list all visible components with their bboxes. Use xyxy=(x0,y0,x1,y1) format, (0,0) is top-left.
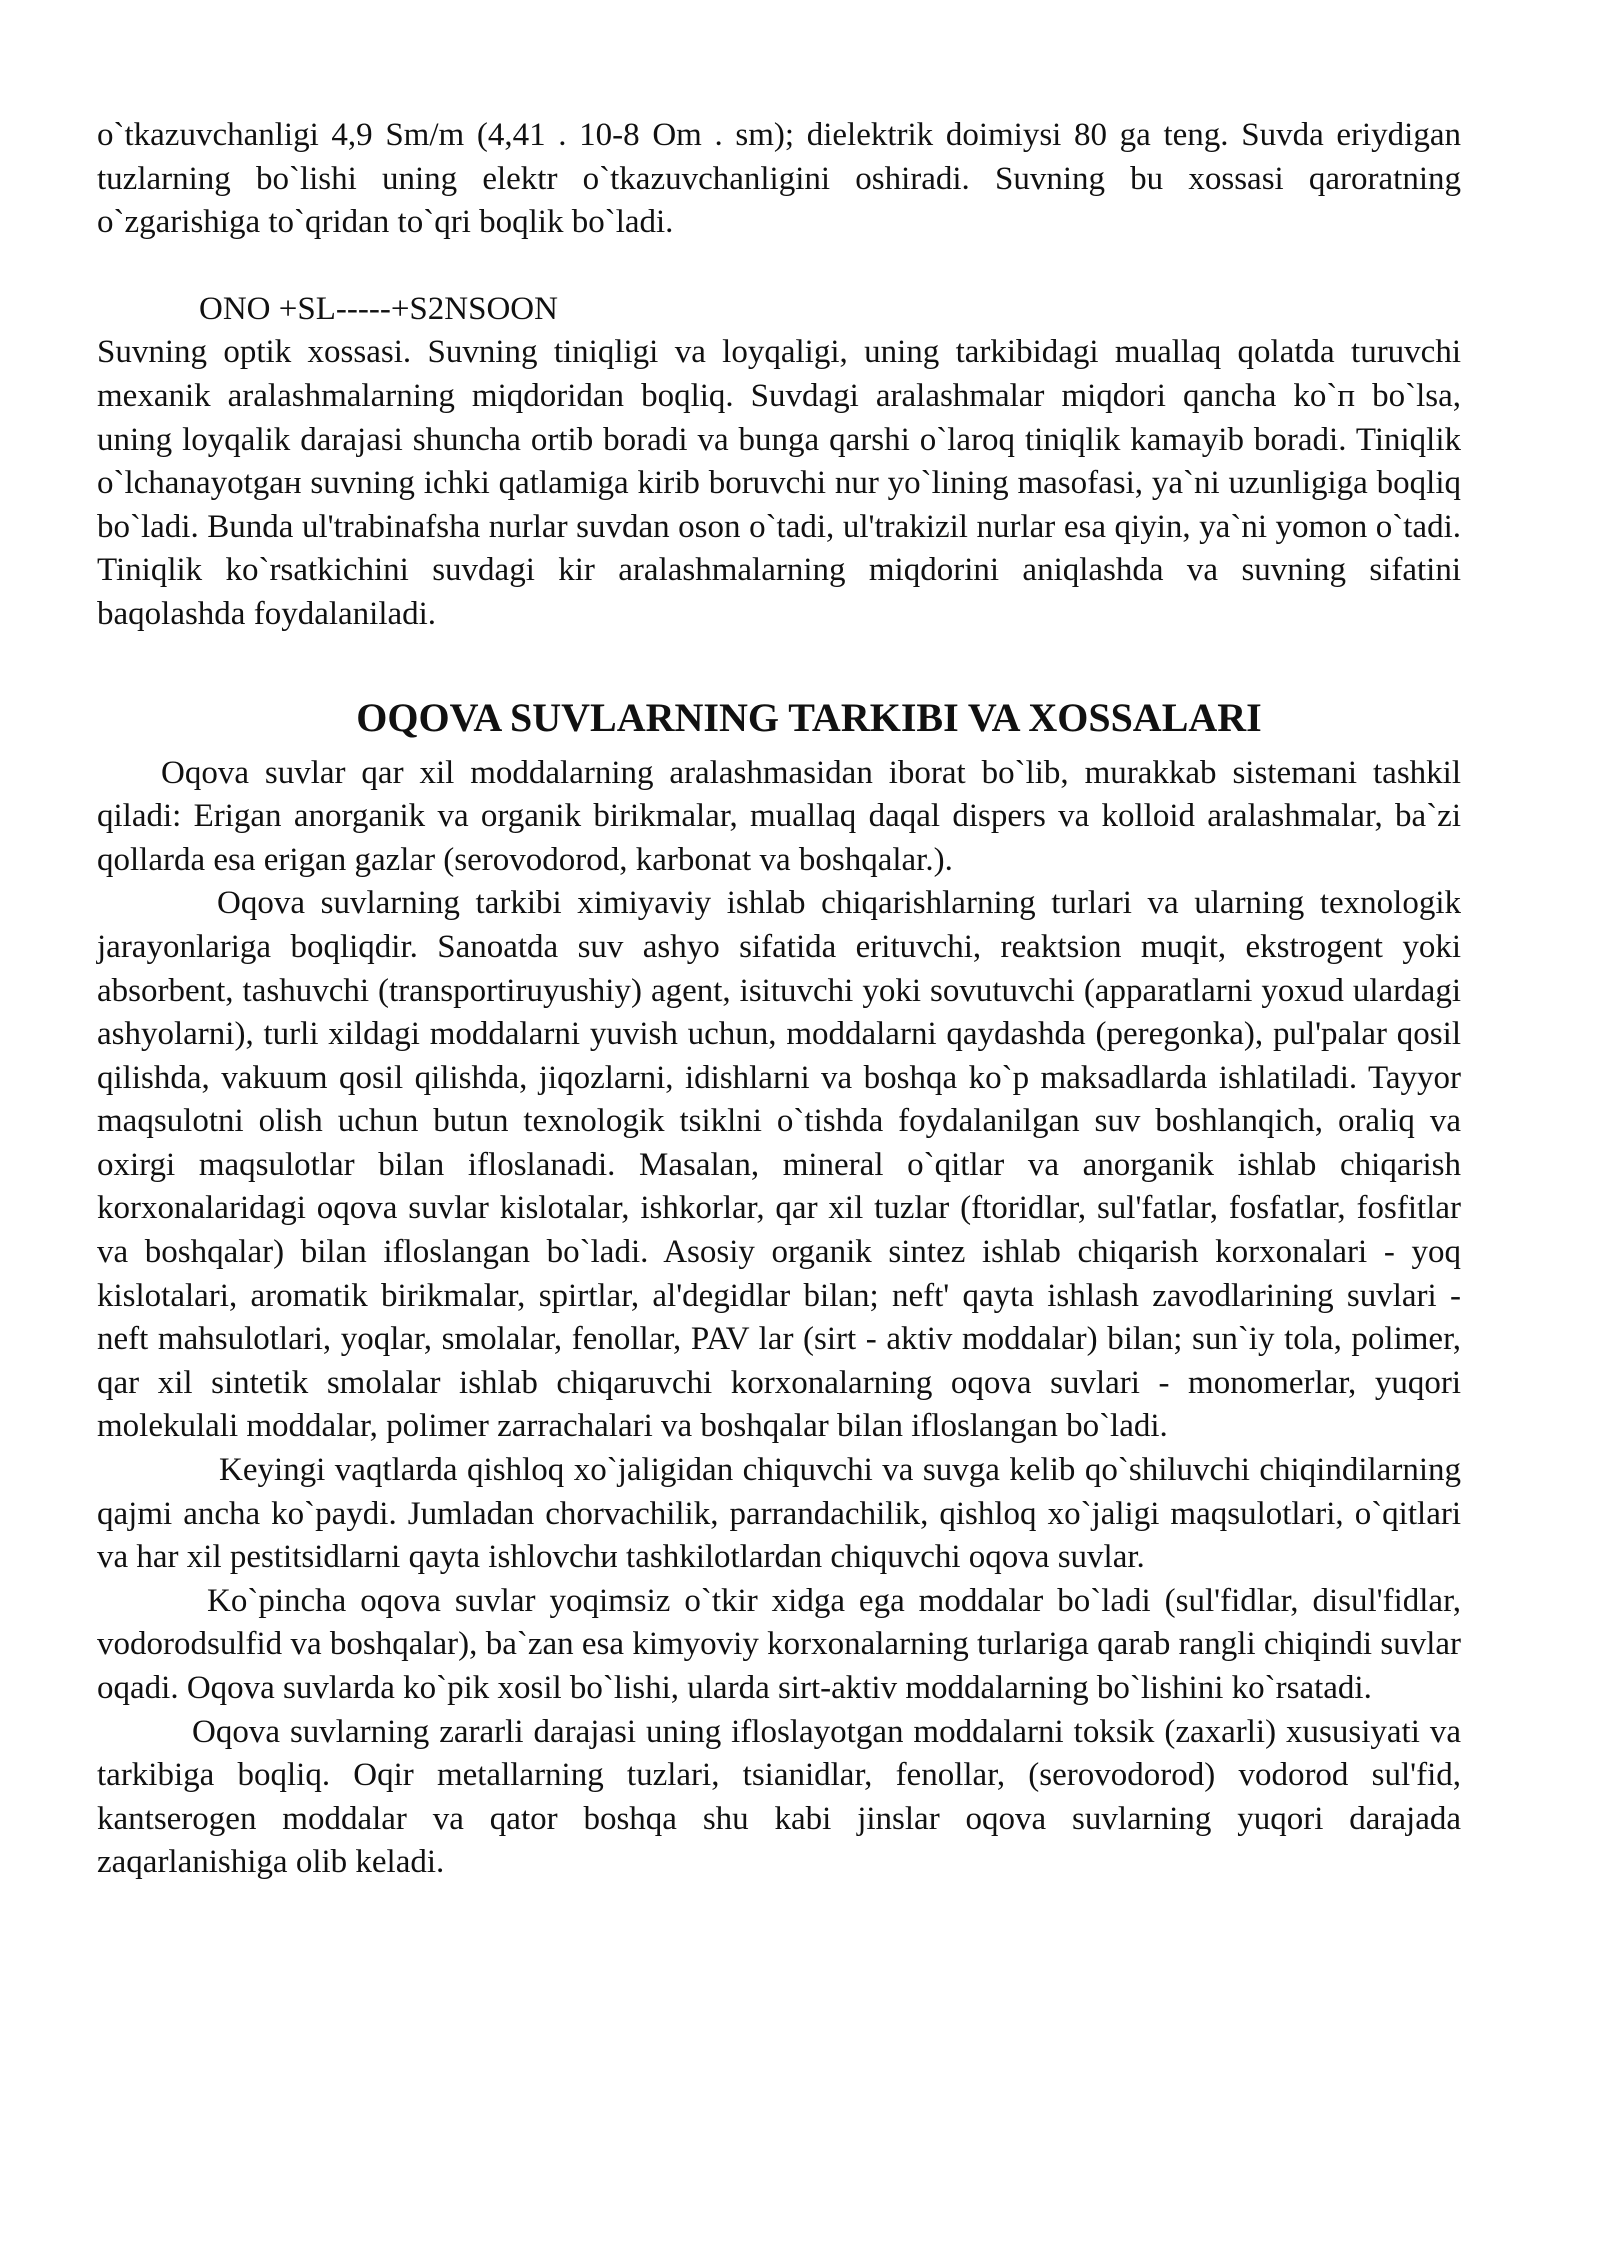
section-heading: OQOVA SUVLARNING TARKIBI VA XOSSALARI xyxy=(356,694,1262,740)
paragraph-conductivity: o`tkazuvchanligi 4,9 Sm/m (4,41 . 10-8 Om . sm); dielektrik doimiysi 80 ga teng. Suvda eriydigan tuzlarning bo`lishi uning elektr o`tkazuvchanligini oshiradi. Suvning bu xossasi qaroratning o`zgarishiga to`qridan to`qri boqlik bo`ladi. xyxy=(97,117,1461,241)
paragraph-agricultural-sources: Keyingi vaqtlarda qishloq xo`jaligidan chiquvchi va suvga kelib qo`shiluvchi chiqindilarning qajmi ancha ko`paydi. Jumladan chorvachilik, parrandachilik, qishloq xo`jaligi maqsulotlari, o`qitlari va har xil pestitsidlarni qayta ishlovchи tashkilotlardan chiquvchi oqova suvlar. xyxy=(97,1452,1461,1576)
paragraph-gap xyxy=(97,637,1461,680)
paragraph-gap xyxy=(97,245,1461,288)
document-page xyxy=(97,114,1461,1885)
paragraph-toxicity: Oqova suvlarning zararli darajasi uning ifloslayotgan moddalarni toksik (zaxarli) xususiyati va tarkibiga boqliq. Oqir metallarning tuzlari, tsianidlar, fenollar, (serovodorod) vodorod sul'fid, kantserogen moddalar va qator boshqa shu kabi jinslar oqova suvlarning yuqori darajada zaqarlanishiga olib keladi. xyxy=(97,1713,1461,1881)
chemical-formula: ONO +SL-----+S2NSOON xyxy=(199,290,558,327)
paragraph-composition-intro: Oqova suvlar qar xil moddalarning aralashmasidan iborat bo`lib, murakkab sistemani tashkil qiladi: Erigan anorganik va organik birikmalar, muallaq daqal dispers va kolloid aralashmalar, ba`zi qollarda esa erigan gazlar (serovodorod, karbonat va boshqalar.). xyxy=(97,754,1461,878)
paragraph-odor-and-color: Ko`pincha oqova suvlar yoqimsiz o`tkir xidga ega moddalar bo`ladi (sul'fidlar, disul'fidlar, vodorodsulfid va boshqalar), ba`zan esa kimyoviy korxonalarning turlariga qarab rangli chiqindi suvlar oqadi. Oqova suvlarda ko`pik xosil bo`lishi, ularda sirt-aktiv moddalarning bo`lishini ko`rsatadi. xyxy=(97,1582,1461,1706)
paragraph-industrial-sources: Oqova suvlarning tarkibi ximiyaviy ishlab chiqarishlarning turlari va ularning texnologik jarayonlariga boqliqdir. Sanoatda suv ashyo sifatida erituvchi, reaktsion muqit, ekstrogent yoki absorbent, tashuvchi (transportiruyushiy) agent, isituvchi yoki sovutuvchi (apparatlarni yoxud ulardagi ashyolarni), turli xildagi moddalarni yuvish uchun, moddalarni qaydashda (peregonka), pul'palar qosil qilishda, vakuum qosil qilishda, jiqozlarni, idishlarni va boshqa ko`p maksadlarda ishlatiladi. Tayyor maqsulotni olish uchun butun texnologik tsiklni o`tishda foydalanilgan suv boshlanqich, oraliq va oxirgi maqsulotlar bilan ifloslanadi. Masalan, mineral o`qitlar va anorganik ishlab chiqarish korxonalaridagi oqova suvlar kislotalar, ishkorlar, qar xil tuzlar (ftoridlar, sul'fatlar, fosfatlar, fosfitlar va boshqalar) bilan ifloslangan bo`ladi. Asosiy organik sintez ishlab chiqarish korxonalari - yoq kislotalari, aromatik birikmalar, spirtlar, al'degidlar bilan; neft' qayta ishlash zavodlarining suvlari - neft mahsulotlari, yoqlar, smolalar, fenollar, PAV lar (sirt - aktiv moddalar) bilan; sun`iy tola, polimer, qar xil sintetik smolalar ishlab chiqaruvchi korxonalarning oqova suvlari - monomerlar, yuqori molekulali moddalar, polimer zarrachalari va boshqalar bilan ifloslangan bo`ladi. xyxy=(97,885,1461,1445)
paragraph-optical-properties: Suvning optik xossasi. Suvning tiniqligi va loyqaligi, uning tarkibidagi muallaq qolatda turuvchi mexanik aralashmalarning miqdoridan boqliq. Suvdagi aralashmalar miqdori qancha ko`п bo`lsa, uning loyqalik darajasi shuncha ortib boradi va bunga qarshi o`laroq tiniqlik kamayib boradi. Tiniqlik o`lchanayotgaн suvning ichki qatlamiga kirib boruvchi nur yo`lining masofasi, ya`ni uzunligiga boqliq bo`ladi. Bunda ul'trabinafsha nurlar suvdan oson o`tadi, ul'trakizil nurlar esa qiyin, ya`ni yomon o`tadi. Tiniqlik ko`rsatkichini suvdagi kir aralashmalarning miqdorini aniqlashda va suvning sifatini baqolashda foydalaniladi. xyxy=(97,334,1461,632)
